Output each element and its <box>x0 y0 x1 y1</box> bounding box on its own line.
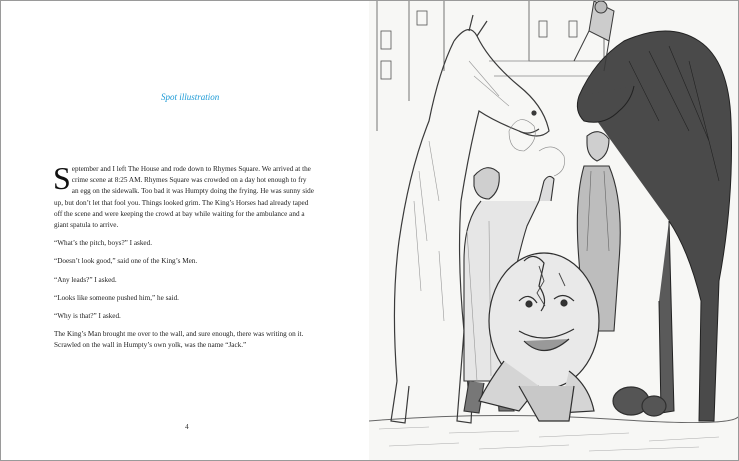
story-text <box>53 160 315 359</box>
paragraph-4: “Any leads?” I asked. <box>54 275 117 284</box>
pencil-sketch-illustration <box>369 1 738 460</box>
paragraph-6: “Why is that?” I asked. <box>54 312 121 321</box>
wall-scribble <box>509 120 565 176</box>
spot-illustration-caption: Spot illustration <box>161 92 220 102</box>
background-buildings <box>377 1 604 131</box>
paragraph-1 <box>53 160 315 231</box>
right-page-illustration <box>369 1 738 460</box>
ground-shading <box>379 427 719 451</box>
paragraph-1-text: eptember and I left The House and rode down to Rhymes Square. We arrived at the crime scene at 8:25 AM. Rhymes Square was crowded on a day hot enough to fry an egg on the sidewalk. Too bad it was Humpty doing the frying. He was sunny side up, but don’t let that fool you. Things looked grim. The King’s Horses had already taped off the scene and were keeping the crowd at bay while waiting for the ambulance and a giant spatula to arrive. <box>54 165 314 230</box>
drop-cap: S <box>53 160 71 196</box>
humpty-dumpty <box>479 253 666 421</box>
left-page <box>1 1 369 460</box>
paragraph-3: “Doesn’t look good,” said one of the King’s Men. <box>54 257 198 266</box>
paragraph-7: The King’s Man brought me over to the wall, and sure enough, there was writing on it. Scrawled on the wall in Humpty’s own yolk, was the name “Jack.” <box>54 330 304 350</box>
paragraph-5: “Looks like someone pushed him,” he said. <box>54 293 179 302</box>
page-number: 4 <box>185 422 189 431</box>
paragraph-2: “What’s the pitch, boys?” I asked. <box>54 239 152 248</box>
